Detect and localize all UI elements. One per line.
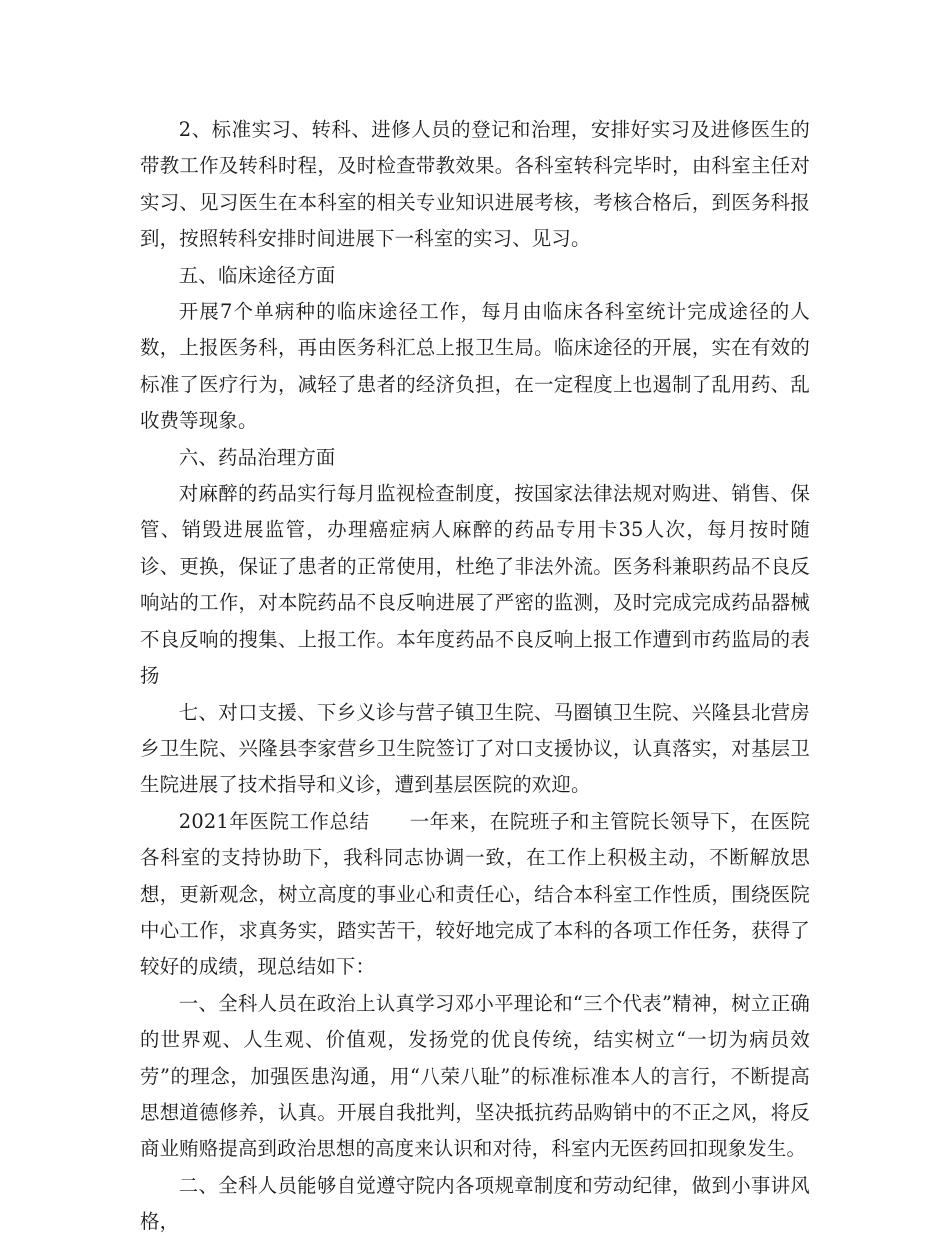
document-body (140, 112, 810, 1241)
paragraph-counterpart-support: 七、对口支援、下乡义诊与营子镇卫生院、马圈镇卫生院、兴隆县北营房乡卫生院、兴隆县李家营乡卫生院签订了对口支援协议，认真落实，对基层卫生院进展了技术指导和义诊，遭到基层医院的欢迎。 (140, 700, 810, 797)
paragraph-drug-management: 对麻醉的药品实行每月监视检查制度，按国家法律法规对购进、销售、保管、销毁进展监管，办理癌症病人麻醉的药品专用卡35人次，每月按时随诊、更换，保证了患者的正常使用，杜绝了非法外流。医务科兼职药品不良反响站的工作，对本院药品不良反响进展了严密的监测，及时完成完成药品器械不良反响的搜集、上报工作。本年度药品不良反响上报工作遭到市药监局的表扬 (140, 482, 810, 688)
paragraph-discipline: 二、全科人员能够自觉遵守院内各项规章制度和劳动纪律，做到小事讲风格， (140, 1173, 810, 1234)
heading-clinical-pathway: 五、临床途径方面 (178, 263, 336, 287)
paragraph-intern-management: 2、标准实习、转科、进修人员的登记和治理，安排好实习及进修医生的带教工作及转科时程，及时检查带教效果。各科室转科完毕时，由科室主任对实习、见习医生在本科室的相关专业知识进展考核，考核合格后，到医务科报到，按照转科安排时间进展下一科室的实习、见习。 (140, 118, 810, 251)
paragraph-political-study: 一、全科人员在政治上认真学习邓小平理论和“三个代表”精神，树立正确的世界观、人生观、价值观，发扬党的优良传统，结实树立“一切为病员效劳”的理念，加强医患沟通，用“八荣八耻”的标准标准本人的言行，不断提高思想道德修养，认真。开展自我批判，坚决抵抗药品购销中的不正之风，将反商业贿赂提高到政治思想的高度来认识和对待，科室内无医药回扣现象发生。 (140, 991, 810, 1161)
heading-drug-management: 六、药品治理方面 (178, 445, 336, 469)
paragraph-annual-summary: 2021年医院工作总结 一年来，在院班子和主管院长领导下，在医院各科室的支持协助下，我科同志协调一致，在工作上积极主动，不断解放思想，更新观念，树立高度的事业心和责任心，结合本科室工作性质，围绕医院中心工作，求真务实，踏实苦干，较好地完成了本科的各项工作任务，获得了较好的成绩，现总结如下： (140, 809, 810, 979)
paragraph-clinical-pathway: 开展7个单病种的临床途径工作，每月由临床各科室统计完成途径的人数，上报医务科，再由医务科汇总上报卫生局。临床途径的开展，实在有效的标准了医疗行为，减轻了患者的经济负担，在一定程度上也遏制了乱用药、乱收费等现象。 (140, 300, 810, 433)
